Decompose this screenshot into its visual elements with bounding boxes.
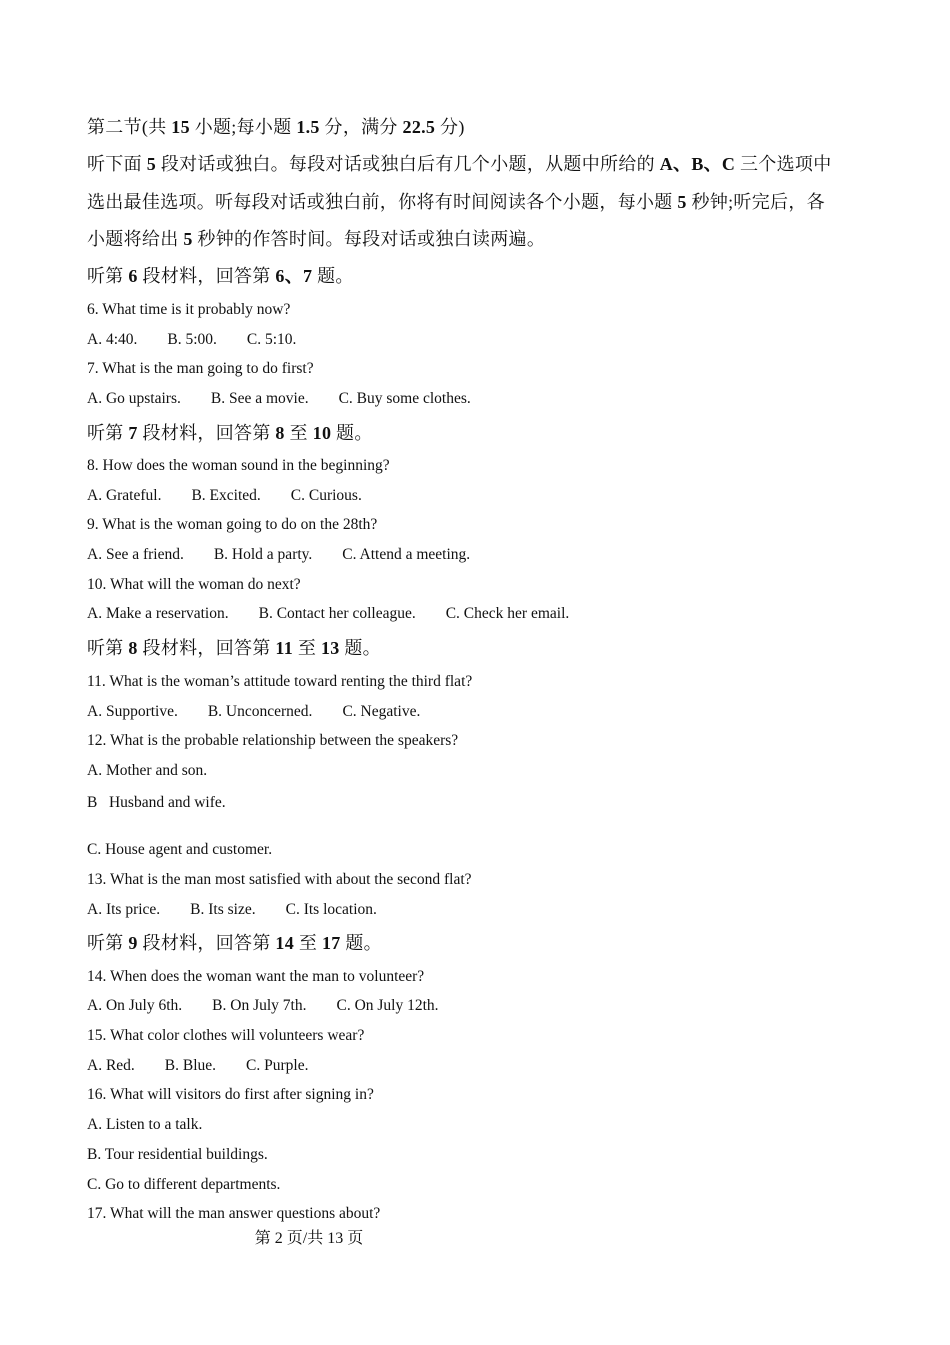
question-17-stem: 17. What will the man answer questions about? [87,1205,381,1222]
question-14-stem: 14. When does the woman want the man to volunteer? [87,968,425,985]
question-13-options [87,899,377,921]
question-9-options [87,544,470,566]
instructions-line-3: 小题将给出 5 秒钟的作答时间。每段对话或独白读两遍。 [87,229,546,249]
option-a[interactable]: A. See a friend. [87,546,184,563]
option-a[interactable]: A. Make a reservation. [87,605,229,622]
option-c[interactable]: C. 5:10. [246,331,297,348]
option-a[interactable]: A. Go upstairs. [87,390,181,407]
option-c[interactable]: C. Curious. [290,487,362,504]
option-a[interactable]: A. 4:40. [87,331,138,348]
question-6-options [87,329,296,351]
option-a[interactable]: A. On July 6th. [87,997,183,1014]
option-b[interactable]: B. See a movie. [210,390,309,407]
question-10-stem: 10. What will the woman do next? [87,576,301,593]
option-a[interactable]: A. Red. [87,1057,135,1074]
question-16-option-a[interactable]: A. Listen to a talk. [87,1116,203,1133]
group-heading-7: 听第 7 段材料，回答第 8 至 10 题。 [87,423,373,443]
option-c[interactable]: C. Purple. [246,1057,309,1074]
option-b[interactable]: B. On July 7th. [212,997,307,1014]
question-16-option-c[interactable]: C. Go to different departments. [87,1176,281,1193]
question-12-option-c[interactable]: C. House agent and customer. [87,841,273,858]
option-c[interactable]: C. Buy some clothes. [338,390,471,407]
option-a[interactable]: A. Its price. [87,901,161,918]
option-c[interactable]: C. Attend a meeting. [342,546,471,563]
question-9-stem: 9. What is the woman going to do on the 28th? [87,516,378,533]
question-15-options [87,1055,308,1077]
question-14-options [87,995,439,1017]
instructions-line-1: 听下面 5 段对话或独白。每段对话或独白后有几个小题，从题中所给的 A、B、C 三个选项中 [87,154,832,174]
option-b[interactable]: B. Its size. [190,901,256,918]
question-12-option-a[interactable]: A. Mother and son. [87,762,208,779]
question-12-option-b[interactable]: B Husband and wife. [87,794,226,811]
page-footer: 第 2 页/共 13 页 [254,1230,364,1247]
question-7-stem: 7. What is the man going to do first? [87,360,314,377]
question-8-options [87,485,362,507]
question-11-options [87,701,420,723]
question-8-stem: 8. How does the woman sound in the beginning? [87,457,390,474]
option-b[interactable]: B. Hold a party. [213,546,313,563]
option-c[interactable]: C. Its location. [285,901,377,918]
option-b[interactable]: B. Contact her colleague. [258,605,416,622]
option-c[interactable]: C. On July 12th. [336,997,439,1014]
option-b[interactable]: B. 5:00. [167,331,217,348]
option-c[interactable]: C. Negative. [342,703,421,720]
option-c[interactable]: C. Check her email. [445,605,570,622]
question-16-stem: 16. What will visitors do first after signing in? [87,1086,374,1103]
option-b[interactable]: B. Excited. [191,487,261,504]
question-7-options [87,388,471,410]
group-heading-6: 听第 6 段材料，回答第 6、7 题。 [87,266,354,286]
question-16-option-b[interactable]: B. Tour residential buildings. [87,1146,268,1163]
option-a[interactable]: A. Grateful. [87,487,162,504]
question-10-options [87,603,569,625]
question-12-stem: 12. What is the probable relationship between the speakers? [87,732,459,749]
option-b[interactable]: B. Blue. [164,1057,217,1074]
group-heading-9: 听第 9 段材料，回答第 14 至 17 题。 [87,933,382,953]
section-header: 第二节(共 15 小题;每小题 1.5 分，满分 22.5 分) [87,117,465,137]
question-15-stem: 15. What color clothes will volunteers wear? [87,1027,365,1044]
question-6-stem: 6. What time is it probably now? [87,301,291,318]
group-heading-8: 听第 8 段材料，回答第 11 至 13 题。 [87,638,381,658]
option-a[interactable]: A. Supportive. [87,703,178,720]
question-11-stem: 11. What is the woman’s attitude toward renting the third flat? [87,673,473,690]
instructions-line-2: 选出最佳选项。听每段对话或独白前，你将有时间阅读各个小题，每小题 5 秒钟;听完后，各 [87,192,825,212]
option-b[interactable]: B. Unconcerned. [207,703,313,720]
question-13-stem: 13. What is the man most satisfied with about the second flat? [87,871,472,888]
